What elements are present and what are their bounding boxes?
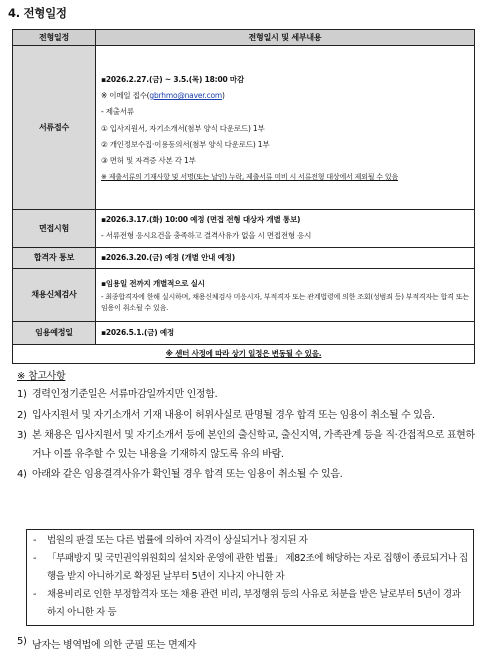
physical-exam-line-2: - 최종합격자에 한해 실시하며, 채용신체검사 미응시자, 부적격자 또는 관계법령에 의한 조회(성범죄 등) 부적격자는 합격 또는 임용이 취소될 수 있음. [101,293,469,313]
reference-item: 2) 입사지원서 및 자기소개서 기재 내용이 허위사실로 판명될 경우 합격 또는 임용이 취소될 수 있음. [17,409,435,421]
row-label-interview: 면접시험 [13,210,96,248]
table-header-row [13,30,475,46]
docs-heading: - 제출서류 [101,107,134,117]
reference-item-last: 5) 남자는 병역법에 의한 군필 또는 면제자 [17,636,197,651]
row-label-document-review: 서류접수 [13,46,96,210]
reference-item: 3) 본 채용은 입사지원서 및 자기소개서 등에 본인의 출신학교, 출신지역, 가족관계 등을 직·간접적으로 표현하거나 이를 유추할 수 있는 내용을 기재하지 않도록 유의 바람. [17,430,475,460]
row-label-physical-exam: 채용신체검사 [13,268,96,321]
row-label-result: 합격자 통보 [13,247,96,268]
email-link[interactable]: gbrhmo@naver.com [149,90,223,100]
physical-exam-details [96,268,475,321]
header-details: 전형일시 및 세부내용 [96,30,475,46]
email-suffix: ) [222,90,225,100]
physical-exam-line-1: ▪임용일 전까지 개별적으로 실시 [101,278,205,288]
appointment-details [96,321,475,344]
doc-item-1: ① 입사지원서, 자기소개서(첨부 양식 다운로드) 1부 [101,123,265,133]
references-title: ※ 참고사항 [17,371,66,382]
doc-item-2: ② 개인정보수집·이용동의서(첨부 양식 다운로드) 1부 [101,139,270,149]
row-interview [13,210,475,248]
doc-item-3: ③ 면허 및 자격증 사본 각 1부 [101,156,196,166]
header-stage: 전형일정 [13,30,96,46]
doc-warning: ※ 제출서류의 기재사항 및 서명(또는 날인) 누락, 제출서류 미비 시 서류전형 대상에서 제외될 수 있음 [101,173,399,182]
result-details [96,247,475,268]
row-label-appointment: 임용예정일 [13,321,96,344]
interview-note: - 서류전형 응시요건을 충족하고 결격사유가 없을 시 면접전형 응시 [101,231,312,241]
document-review-details [96,46,475,210]
references-list [17,386,479,487]
application-period: ▪2026.2.27.(금) ~ 3.5.(목) 18:00 마감 [101,74,244,84]
row-footnote [13,344,475,363]
disqualification-item: - 채용비리로 인한 부정합격자 또는 채용 관련 비리, 부정행위 등의 사유로 처분을 받은 날로부터 5년이 경과하지 아니한 자 등 [33,589,461,618]
interview-date: ▪2026.3.17.(화) 10:00 예정 (면접 전형 대상자 개별 통보) [101,215,301,224]
row-document-review [13,46,475,210]
schedule-table [12,29,475,364]
section-title: 4. 전형일정 [8,6,67,20]
appointment-date: ▪2026.5.1.(금) 예정 [101,327,174,337]
schedule-footnote: ※ 센터 사정에 따라 상기 일정은 변동될 수 있음. [13,344,475,363]
row-appointment [13,321,475,344]
disqualification-item: - 법원의 판결 또는 다른 법률에 의하여 자격이 상실되거나 정지된 자 [33,535,308,546]
reference-item: 1) 경력인정기준일은 서류마감일까지만 인정함. [17,389,218,400]
disqualification-box [26,529,474,626]
reference-item: 4) 아래와 같은 임용결격사유가 확인될 경우 합격 또는 임용이 취소될 수 있음. [17,469,343,480]
email-prefix: ※ 이메일 접수( [101,90,150,100]
email-submission [101,88,469,104]
result-date: ▪2026.3.20.(금) 예정 (개별 안내 예정) [101,252,235,262]
row-physical-exam [13,268,475,321]
interview-details [96,210,475,248]
row-result [13,247,475,268]
disqualification-item: - 「부패방지 및 국민권익위원회의 설치와 운영에 관한 법률」 제82조에 해당하는 자로 집행이 종료되거나 집행을 받지 아니하기로 확정된 날부터 5년이 지나지 아니한 자 [33,553,468,582]
